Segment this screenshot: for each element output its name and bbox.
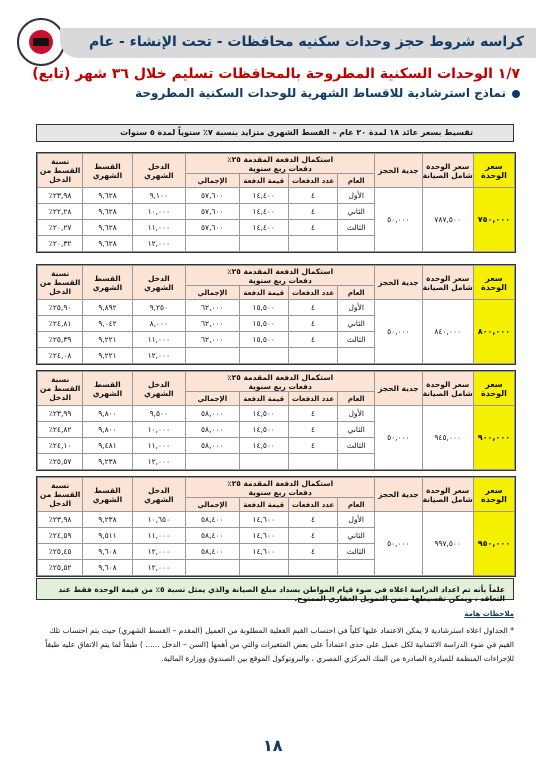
unit-price-cell: ٩٠٠,٠٠٠ bbox=[473, 406, 514, 470]
year-cell bbox=[338, 348, 375, 364]
completion-header bbox=[186, 266, 375, 286]
total-cell bbox=[186, 348, 239, 364]
ratio-cell: ٢٣,٩٩٪ bbox=[38, 406, 83, 422]
ratio-cell: ٢٤,١٠٪ bbox=[38, 438, 83, 454]
monthly-installment-cell: ٩,٨٠٠ bbox=[83, 422, 132, 438]
year-header: العام bbox=[338, 174, 375, 188]
ratio-cell: ٢٠,٢٧٪ bbox=[38, 220, 83, 236]
payment-value-cell bbox=[239, 236, 288, 252]
unit-price-maint-cell: ٩٤٥,٠٠٠ bbox=[422, 406, 473, 470]
total-header: الإجمالي bbox=[186, 498, 239, 512]
monthly-installment-cell: ٩,٦٢٨ bbox=[83, 188, 132, 204]
total-cell: ٥٨,٤٠٠ bbox=[186, 544, 239, 560]
total-cell: ٥٨,٤٠٠ bbox=[186, 512, 239, 528]
year-cell bbox=[338, 454, 375, 470]
total-cell bbox=[186, 236, 239, 252]
num-payments-header: عدد الدفعات bbox=[288, 174, 337, 188]
year-header: العام bbox=[338, 498, 375, 512]
payment-value-cell: ١٤,٤٠٠ bbox=[239, 204, 288, 220]
unit-price-maint-cell: ٩٩٧,٥٠٠ bbox=[422, 512, 473, 576]
completion-sublabel: دفعات ربع سنوية bbox=[248, 381, 312, 391]
num-payments-cell: ٤ bbox=[288, 188, 337, 204]
unit-price-maint-cell: ٨٤٠,٠٠٠ bbox=[422, 300, 473, 364]
num-payments-cell: ٤ bbox=[288, 544, 337, 560]
total-cell: ٥٨,٠٠٠ bbox=[186, 438, 239, 454]
num-payments-cell: ٤ bbox=[288, 406, 337, 422]
monthly-income-cell: ١٠,٠٠٠ bbox=[132, 204, 185, 220]
year-cell: الثالث bbox=[338, 438, 375, 454]
total-cell bbox=[186, 454, 239, 470]
total-cell: ٦٢,٠٠٠ bbox=[186, 332, 239, 348]
monthly-installment-cell: ٩,٢٢١ bbox=[83, 348, 132, 364]
ratio-header: نسبة القسط من الدخل bbox=[38, 154, 83, 188]
completion-label: استكمال الدفعة المقدمة ٢٥٪ bbox=[227, 372, 334, 382]
ratio-cell: ٢٠,٣٢٪ bbox=[38, 236, 83, 252]
year-cell: الثالث bbox=[338, 332, 375, 348]
year-header: العام bbox=[338, 286, 375, 300]
completion-header bbox=[186, 154, 375, 174]
payment-value-cell: ١٤,٥٠٠ bbox=[239, 422, 288, 438]
footer-note-box bbox=[36, 578, 514, 603]
ratio-cell: ٢٥,٣٩٪ bbox=[38, 332, 83, 348]
payment-value-cell: ١٥,٥٠٠ bbox=[239, 316, 288, 332]
header-row bbox=[38, 266, 515, 286]
ratio-cell: ٢٤,٨٢٪ bbox=[38, 422, 83, 438]
unit-price-header: سعر الوحدة bbox=[473, 478, 514, 512]
completion-header bbox=[186, 372, 375, 392]
table-row bbox=[38, 512, 515, 528]
payment-value-cell bbox=[239, 560, 288, 576]
monthly-installment-cell: ٩,٦٢٨ bbox=[83, 220, 132, 236]
num-payments-header: عدد الدفعات bbox=[288, 498, 337, 512]
year-cell: الأول bbox=[338, 406, 375, 422]
monthly-income-header: الدخل الشهري bbox=[132, 478, 185, 512]
year-cell bbox=[338, 560, 375, 576]
table-row bbox=[38, 300, 515, 316]
year-header: العام bbox=[338, 392, 375, 406]
unit-price-header: سعر الوحدة bbox=[473, 266, 514, 300]
total-cell: ٦٢,٠٠٠ bbox=[186, 316, 239, 332]
monthly-installment-cell: ٩,٨٩٢ bbox=[83, 300, 132, 316]
payment-value-cell: ١٤,٤٠٠ bbox=[239, 188, 288, 204]
year-cell: الثاني bbox=[338, 316, 375, 332]
deposit-header: جدية الحجز bbox=[375, 266, 422, 300]
monthly-installment-header: القسط الشهري bbox=[83, 372, 132, 406]
year-cell bbox=[338, 236, 375, 252]
monthly-installment-header: القسط الشهري bbox=[83, 266, 132, 300]
table-row bbox=[38, 188, 515, 204]
monthly-income-cell: ١١,٠٠٠ bbox=[132, 332, 185, 348]
monthly-installment-cell: ٩,٨٠٠ bbox=[83, 406, 132, 422]
total-cell: ٦٢,٠٠٠ bbox=[186, 300, 239, 316]
year-cell: الأول bbox=[338, 300, 375, 316]
deposit-cell: ٥٠,٠٠٠ bbox=[375, 512, 422, 576]
num-payments-cell bbox=[288, 560, 337, 576]
num-payments-cell: ٤ bbox=[288, 316, 337, 332]
total-cell: ٥٨,٠٠٠ bbox=[186, 422, 239, 438]
monthly-installment-cell: ٩,٦٠٨ bbox=[83, 544, 132, 560]
payment-value-cell: ١٤,٦٠٠ bbox=[239, 512, 288, 528]
num-payments-cell bbox=[288, 236, 337, 252]
monthly-income-cell: ١٢,٠٠٠ bbox=[132, 560, 185, 576]
installment-table bbox=[37, 371, 515, 470]
deposit-cell: ٥٠,٠٠٠ bbox=[375, 300, 422, 364]
payment-value-cell bbox=[239, 348, 288, 364]
ratio-header: نسبة القسط من الدخل bbox=[38, 372, 83, 406]
monthly-installment-cell: ٩,٥١١ bbox=[83, 528, 132, 544]
ratio-cell: ٢٢,٢٨٪ bbox=[38, 204, 83, 220]
installment-block bbox=[36, 370, 516, 471]
year-cell: الثاني bbox=[338, 528, 375, 544]
num-payments-cell: ٤ bbox=[288, 220, 337, 236]
year-cell: الأول bbox=[338, 188, 375, 204]
monthly-income-cell: ١١,٠٠٠ bbox=[132, 438, 185, 454]
num-payments-header: عدد الدفعات bbox=[288, 392, 337, 406]
monthly-income-cell: ٩,١٠٠ bbox=[132, 188, 185, 204]
payment-value-header: قيمة الدفعة bbox=[239, 392, 288, 406]
logo-bar bbox=[33, 38, 49, 46]
notes-text: * الجداول اعلاه استرشادية لا يمكن الاعتماد عليها كلياً في احتساب القيم الفعلية المطلوبة من العميل (المقدم – القسط الشهري) حيث يتم احتساب تلك القيم في ضوء الدراسة الائتمانية لكل عميل على حدى اعتماداً على بعض المتغيرات والتي من أهمها (السن – الدخل ...... ) طبقاً لما يتم الاتفاق عليه طبقاً للإجراءات المنظمة للمبادرة الصادرة من البنك المركزي المصري ، والبروتوكول الموقع بين الصندوق ووزارة المالية. bbox=[45, 626, 514, 663]
year-cell: الثالث bbox=[338, 544, 375, 560]
ratio-cell: ٢٣,٩٨٪ bbox=[38, 188, 83, 204]
monthly-income-cell: ١٠,٠٠٠ bbox=[132, 422, 185, 438]
monthly-income-cell: ٨,٠٠٠ bbox=[132, 316, 185, 332]
ministry-logo bbox=[17, 18, 65, 66]
payment-value-cell bbox=[239, 454, 288, 470]
unit-price-cell: ٧٥٠,٠٠٠ bbox=[473, 188, 514, 252]
ratio-header: نسبة القسط من الدخل bbox=[38, 478, 83, 512]
monthly-installment-cell: ٩,٢٢١ bbox=[83, 332, 132, 348]
monthly-income-cell: ٩,٥٠٠ bbox=[132, 406, 185, 422]
monthly-installment-header: القسط الشهري bbox=[83, 478, 132, 512]
monthly-income-cell: ١٢,٠٠٠ bbox=[132, 544, 185, 560]
deposit-cell: ٥٠,٠٠٠ bbox=[375, 406, 422, 470]
ratio-cell: ٢٥,٥٢٪ bbox=[38, 560, 83, 576]
total-cell: ٥٨,٠٠٠ bbox=[186, 406, 239, 422]
header-row bbox=[38, 372, 515, 392]
header-row bbox=[38, 478, 515, 498]
payment-value-header: قيمة الدفعة bbox=[239, 498, 288, 512]
note-bar bbox=[36, 124, 514, 142]
unit-price-cell: ٩٥٠,٠٠٠ bbox=[473, 512, 514, 576]
unit-price-maint-header: سعر الوحدة شامل الصيانة bbox=[422, 154, 473, 188]
payment-value-header: قيمة الدفعة bbox=[239, 174, 288, 188]
ratio-header: نسبة القسط من الدخل bbox=[38, 266, 83, 300]
unit-price-maint-header: سعر الوحدة شامل الصيانة bbox=[422, 372, 473, 406]
monthly-income-cell: ١٠,٦٥٠ bbox=[132, 512, 185, 528]
num-payments-header: عدد الدفعات bbox=[288, 286, 337, 300]
section-title: ١/٧ الوحدات السكنية المطروحة بالمحافظات تسليم خلال ٣٦ شهر (تابع) bbox=[32, 66, 520, 82]
monthly-income-header: الدخل الشهري bbox=[132, 266, 185, 300]
completion-sublabel: دفعات ربع سنوية bbox=[248, 163, 312, 173]
total-cell: ٥٧,٦٠٠ bbox=[186, 188, 239, 204]
year-cell: الثاني bbox=[338, 204, 375, 220]
total-cell: ٥٨,٤٠٠ bbox=[186, 528, 239, 544]
monthly-installment-cell: ٩,٦٢٨ bbox=[83, 204, 132, 220]
payment-value-cell: ١٤,٤٠٠ bbox=[239, 220, 288, 236]
year-cell: الأول bbox=[338, 512, 375, 528]
num-payments-cell bbox=[288, 348, 337, 364]
header-title: كراسه شروط حجز وحدات سكنيه محافظات - تحت الإنشاء - عام bbox=[89, 34, 524, 50]
monthly-income-cell: ٩,٢٥٠ bbox=[132, 300, 185, 316]
monthly-income-cell: ١٢,٠٠٠ bbox=[132, 236, 185, 252]
installment-block bbox=[36, 264, 516, 365]
completion-label: استكمال الدفعة المقدمة ٢٥٪ bbox=[227, 478, 334, 488]
monthly-installment-cell: ٩,٦٠٨ bbox=[83, 560, 132, 576]
num-payments-cell: ٤ bbox=[288, 332, 337, 348]
completion-label: استكمال الدفعة المقدمة ٢٥٪ bbox=[227, 154, 334, 164]
payment-value-cell: ١٤,٥٠٠ bbox=[239, 438, 288, 454]
notes-title: ملاحظات هامة bbox=[464, 610, 514, 618]
deposit-header: جدية الحجز bbox=[375, 372, 422, 406]
installment-table bbox=[37, 265, 515, 364]
total-cell bbox=[186, 560, 239, 576]
completion-sublabel: دفعات ربع سنوية bbox=[248, 275, 312, 285]
total-header: الإجمالي bbox=[186, 286, 239, 300]
ratio-cell: ٢٣,٩٨٪ bbox=[38, 512, 83, 528]
monthly-installment-cell: ٩,٢٣٨ bbox=[83, 454, 132, 470]
monthly-installment-cell: ٩,٦٢٨ bbox=[83, 236, 132, 252]
monthly-installment-cell: ٩,٤٨١ bbox=[83, 438, 132, 454]
installment-table bbox=[37, 477, 515, 576]
monthly-income-header: الدخل الشهري bbox=[132, 154, 185, 188]
monthly-installment-cell: ٩,٠٤٢ bbox=[83, 316, 132, 332]
table-row bbox=[38, 406, 515, 422]
monthly-income-header: الدخل الشهري bbox=[132, 372, 185, 406]
year-cell: الثاني bbox=[338, 422, 375, 438]
payment-value-cell: ١٥,٥٠٠ bbox=[239, 300, 288, 316]
installment-block bbox=[36, 476, 516, 577]
page-header bbox=[0, 14, 550, 72]
installment-block bbox=[36, 152, 516, 253]
num-payments-cell: ٤ bbox=[288, 512, 337, 528]
ratio-cell: ٢٥,٩٠٪ bbox=[38, 300, 83, 316]
payment-value-cell: ١٤,٦٠٠ bbox=[239, 528, 288, 544]
unit-price-cell: ٨٠٠,٠٠٠ bbox=[473, 300, 514, 364]
payment-value-cell: ١٥,٥٠٠ bbox=[239, 332, 288, 348]
note-bar-text: تقسيط بسعر عائد ١٨ لمدة ٢٠ عام – القسط الشهري متزايد بنسبة ٧٪ سنوياً لمدة ٥ سنوات bbox=[120, 128, 473, 137]
unit-price-maint-cell: ٧٨٧,٥٠٠ bbox=[422, 188, 473, 252]
completion-label: استكمال الدفعة المقدمة ٢٥٪ bbox=[227, 266, 334, 276]
subtitle-text: نماذج استرشادية للاقساط الشهرية للوحدات السكنية المطروحة bbox=[135, 86, 506, 100]
ratio-cell: ٢٤,٥٩٪ bbox=[38, 528, 83, 544]
footer-note-text: علماً بأنه تم اعداد الدراسة اعلاه في ضوء قيام المواطن بسداد مبلغ الصيانة والذي يمثل نسبة ٥٪ من قيمة الوحدة فقط عند التعاقد ، ويمكن تقسيطها ضمن التمويل العقاري الممنوح. bbox=[58, 585, 505, 603]
unit-price-maint-header: سعر الوحدة شامل الصيانة bbox=[422, 266, 473, 300]
monthly-income-cell: ١٢,٠٠٠ bbox=[132, 454, 185, 470]
ratio-cell: ٢٤,٠٨٪ bbox=[38, 348, 83, 364]
monthly-income-cell: ١١,٠٠٠ bbox=[132, 220, 185, 236]
monthly-income-cell: ١١,٠٠٠ bbox=[132, 528, 185, 544]
bullet-icon bbox=[512, 90, 520, 98]
deposit-header: جدية الحجز bbox=[375, 478, 422, 512]
completion-header bbox=[186, 478, 375, 498]
total-header: الإجمالي bbox=[186, 174, 239, 188]
ratio-cell: ٢٥,٥٧٪ bbox=[38, 454, 83, 470]
monthly-installment-cell: ٩,٢٣٨ bbox=[83, 512, 132, 528]
num-payments-cell: ٤ bbox=[288, 422, 337, 438]
monthly-income-cell: ١٢,٠٠٠ bbox=[132, 348, 185, 364]
total-header: الإجمالي bbox=[186, 392, 239, 406]
year-cell: الثالث bbox=[338, 220, 375, 236]
header-bar bbox=[60, 28, 536, 58]
num-payments-cell: ٤ bbox=[288, 300, 337, 316]
page-number: ١٨ bbox=[263, 736, 283, 755]
deposit-cell: ٥٠,٠٠٠ bbox=[375, 188, 422, 252]
deposit-header: جدية الحجز bbox=[375, 154, 422, 188]
monthly-installment-header: القسط الشهري bbox=[83, 154, 132, 188]
total-cell: ٥٧,٦٠٠ bbox=[186, 220, 239, 236]
installment-table bbox=[37, 153, 515, 252]
num-payments-cell: ٤ bbox=[288, 204, 337, 220]
header-row bbox=[38, 154, 515, 174]
ratio-cell: ٢٥,٤٥٪ bbox=[38, 544, 83, 560]
completion-sublabel: دفعات ربع سنوية bbox=[248, 487, 312, 497]
unit-price-maint-header: سعر الوحدة شامل الصيانة bbox=[422, 478, 473, 512]
num-payments-cell bbox=[288, 454, 337, 470]
total-cell: ٥٧,٦٠٠ bbox=[186, 204, 239, 220]
ratio-cell: ٢٤,٨١٪ bbox=[38, 316, 83, 332]
num-payments-cell: ٤ bbox=[288, 438, 337, 454]
section-subtitle bbox=[135, 86, 520, 100]
unit-price-header: سعر الوحدة bbox=[473, 372, 514, 406]
payment-value-header: قيمة الدفعة bbox=[239, 286, 288, 300]
payment-value-cell: ١٤,٦٠٠ bbox=[239, 544, 288, 560]
payment-value-cell: ١٤,٥٠٠ bbox=[239, 406, 288, 422]
unit-price-header: سعر الوحدة bbox=[473, 154, 514, 188]
num-payments-cell: ٤ bbox=[288, 528, 337, 544]
